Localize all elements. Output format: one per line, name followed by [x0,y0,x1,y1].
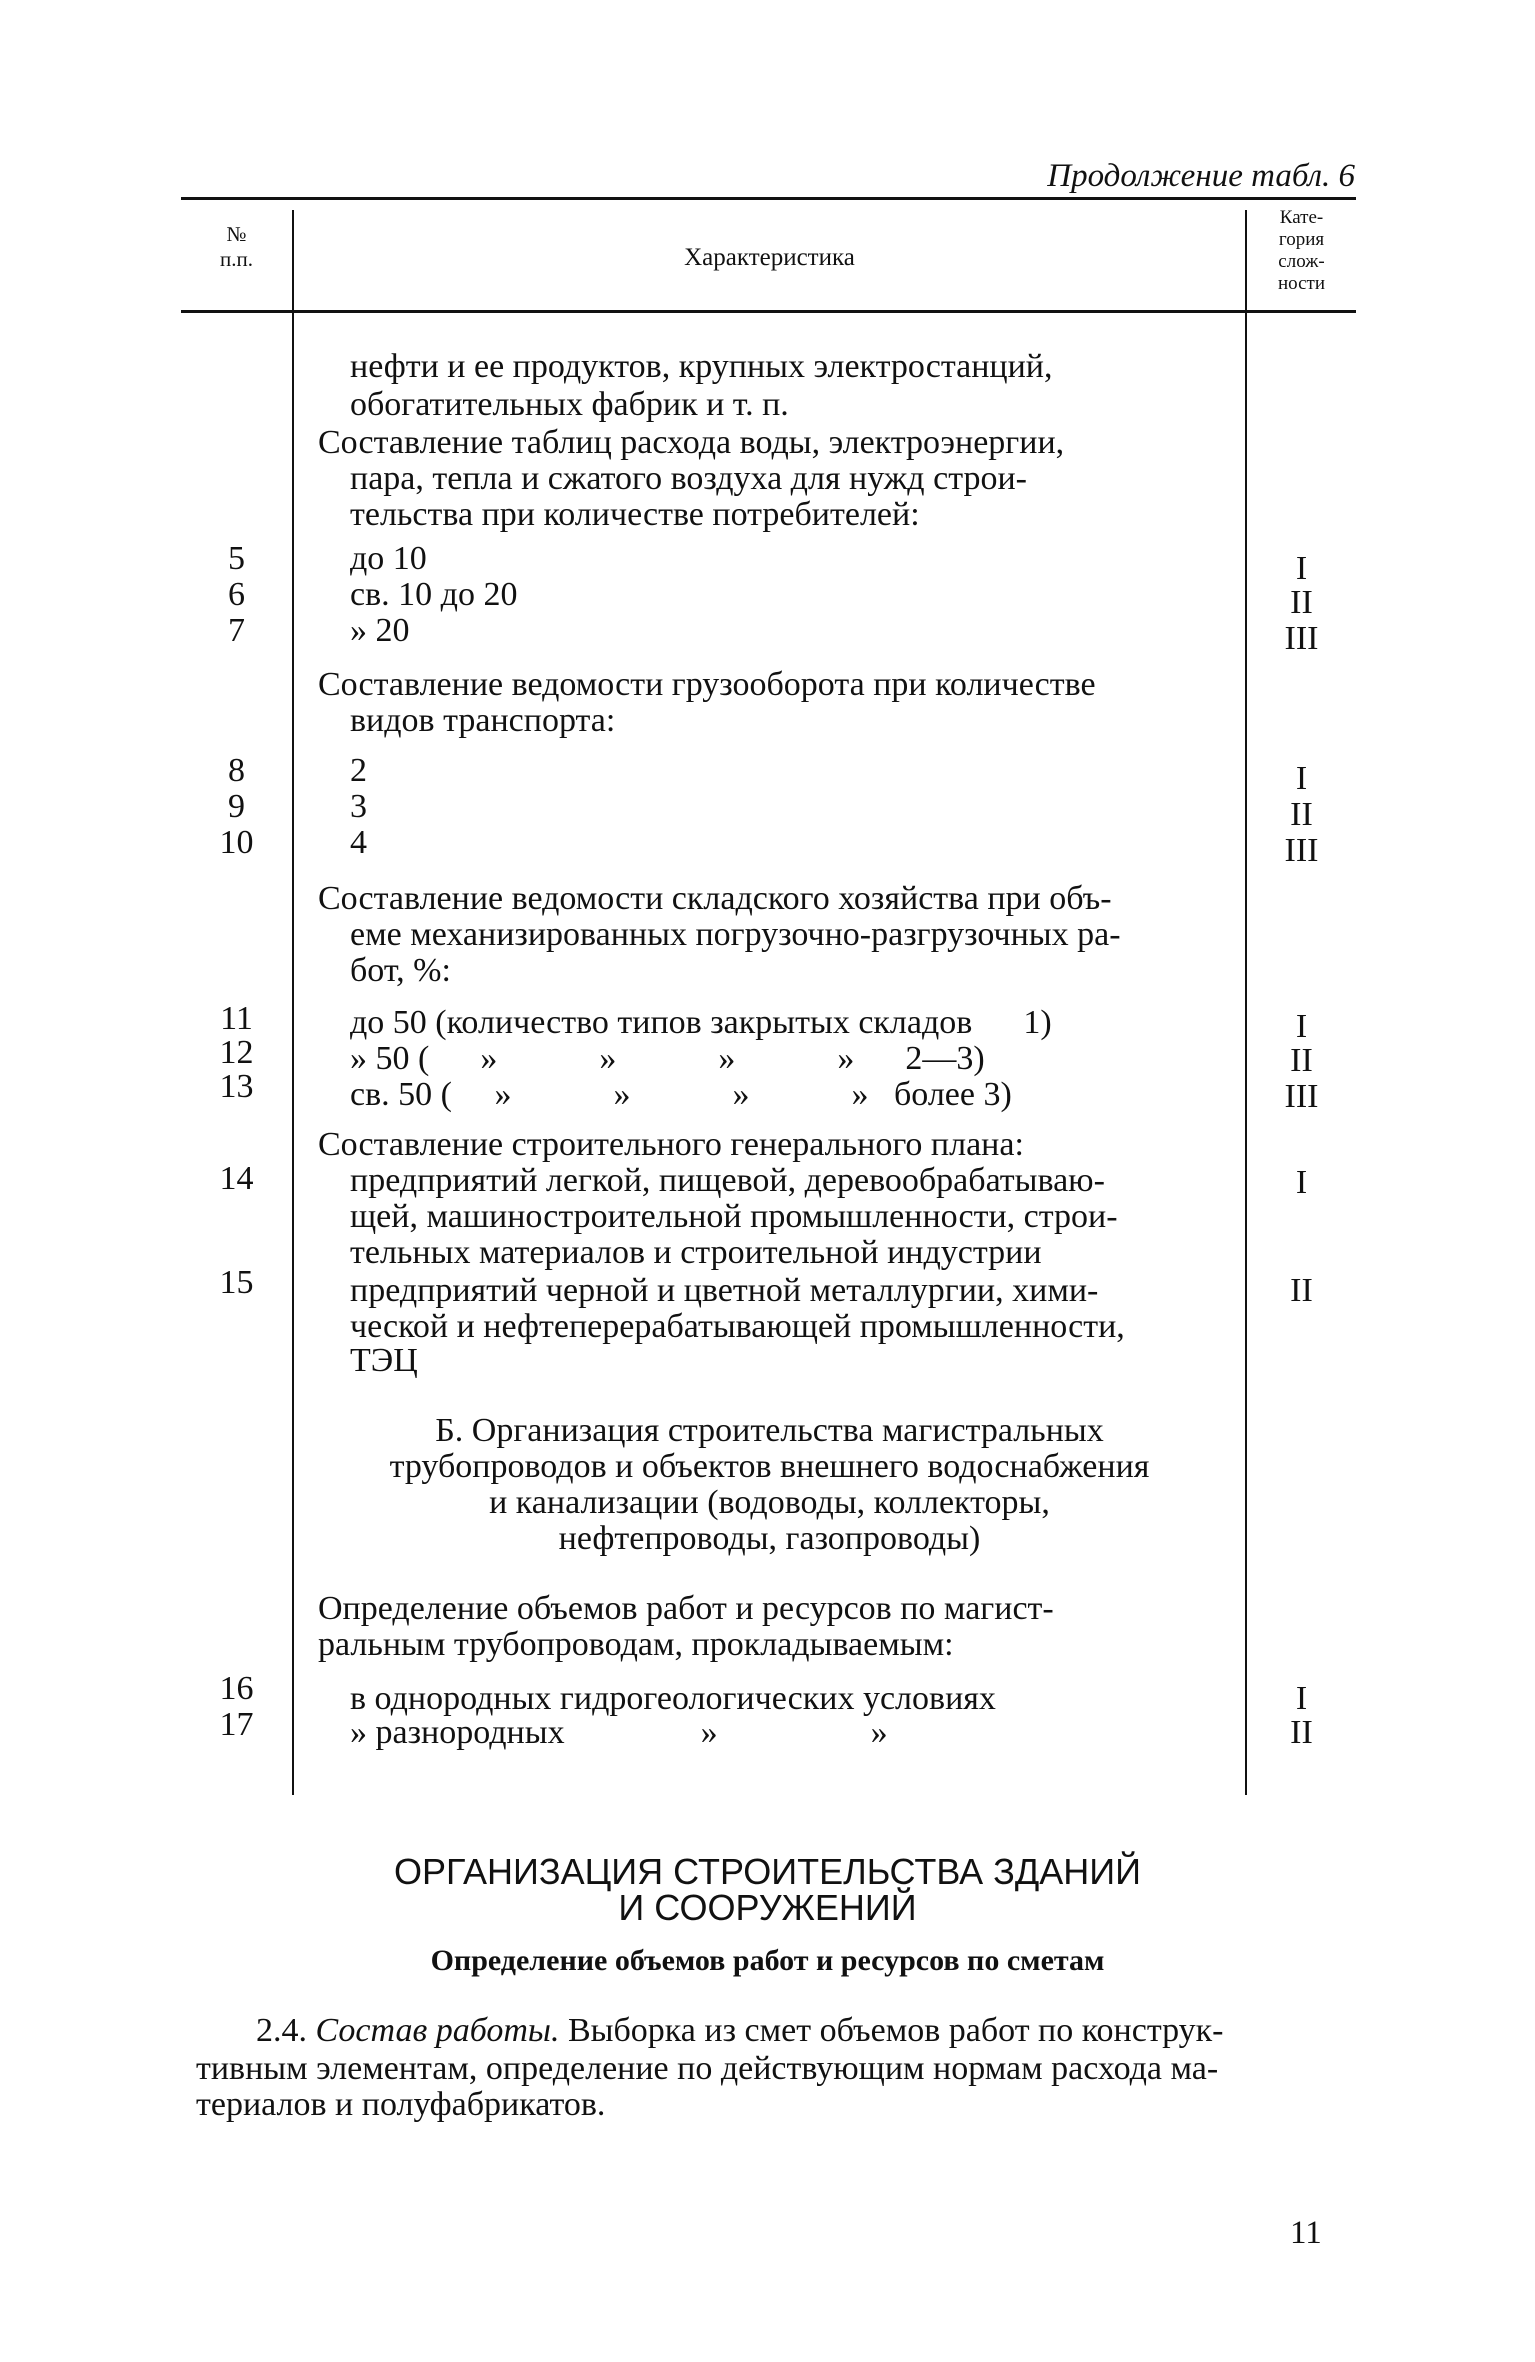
row-number: 8 [228,752,245,789]
section-b-heading: и канализации (водоводы, коллекторы, [489,1484,1050,1521]
row-number: 15 [219,1264,254,1301]
section-b-heading: Б. Организация строительства магистральных [435,1412,1104,1449]
row-number: 5 [228,540,245,577]
row-number: 12 [219,1034,254,1071]
table-top-rule [181,197,1356,200]
row-number: 16 [219,1670,254,1707]
row-text: до 50 (количество типов закрытых складов 1) [350,1004,1052,1041]
group-heading-genplan: Составление строительного генерального плана: [318,1126,1024,1163]
row-text: предприятий черной и цветной металлургии, хими- [350,1272,1099,1309]
header-category-line: гория [1278,229,1325,250]
row-category: I [1295,760,1308,797]
row-text: предприятий легкой, пищевой, деревообрабатываю- [350,1162,1105,1199]
group-heading-cargo: Составление ведомости грузооборота при количестве [318,666,1096,703]
section-b-heading: трубопроводов и объектов внешнего водоснабжения [389,1448,1150,1485]
row-category: II [1290,1272,1313,1309]
paragraph-line [256,2012,1224,2050]
row-text: щей, машиностроительной промышленности, строи- [350,1198,1118,1235]
row-number: 11 [220,1000,253,1037]
table-column-divider-2 [1245,210,1247,1795]
row-text: » 50 ( » » » » 2—3) [350,1040,985,1077]
row-text: » 20 [350,612,410,649]
section-subtitle: Определение объемов работ и ресурсов по сметам [430,1944,1105,1977]
group-heading-water: тельства при количестве потребителей: [350,496,920,533]
row-category: I [1295,550,1308,587]
section-b-heading: нефтепроводы, газопроводы) [558,1520,981,1557]
group-heading-cargo: видов транспорта: [350,702,616,739]
group-heading-water: пара, тепла и сжатого воздуха для нужд строи- [350,460,1027,497]
row-text: ческой и нефтеперерабатывающей промышленности, [350,1308,1125,1345]
group-heading-pipelines: Определение объемов работ и ресурсов по магист- [318,1590,1054,1627]
group-heading-pipelines: ральным трубопроводам, прокладываемым: [318,1626,954,1663]
section-heading: И СООРУЖЕНИЙ [618,1887,917,1928]
row-category: III [1284,832,1319,869]
row-text: в однородных гидрогеологических условиях [350,1680,996,1717]
table-header-rule [181,310,1356,313]
row-category: II [1290,584,1313,621]
group-heading-storage: бот, %: [350,952,451,989]
page-number: 11 [1290,2215,1322,2251]
row-text: 3 [350,788,367,825]
row-number: 9 [228,788,245,825]
row-text: ТЭЦ [350,1342,418,1379]
paragraph-rest: Выборка из смет объемов работ по конструк- [559,2012,1224,2049]
header-number [181,222,292,272]
row-text: до 10 [350,540,427,577]
header-category-line: Кате- [1279,207,1324,228]
section-heading: ОРГАНИЗАЦИЯ СТРОИТЕЛЬСТВА ЗДАНИЙ [393,1851,1142,1892]
header-number-abbr: п.п. [220,247,253,271]
intro-line: нефти и ее продуктов, крупных электростанций, [350,348,1053,385]
intro-line: обогатительных фабрик и т. п. [350,386,789,423]
row-number: 6 [228,576,245,613]
table-caption: Продолжение табл. 6 [1047,158,1355,194]
paragraph-line: териалов и полуфабрикатов. [196,2086,606,2123]
row-text: св. 50 ( » » » » более 3) [350,1076,1012,1113]
group-heading-storage: еме механизированных погрузочно-разгрузочных ра- [350,916,1121,953]
header-category-line: слож- [1278,251,1325,272]
header-category [1247,207,1356,295]
row-category: III [1284,1078,1319,1115]
paragraph-line: тивным элементам, определение по действующим нормам расхода ма- [196,2050,1219,2087]
header-characteristic: Характеристика [684,244,855,271]
paragraph-number: 2.4. [256,2012,307,2049]
row-category: I [1295,1164,1308,1201]
paragraph-italic-lead: Состав работы. [315,2012,560,2049]
header-number-sign: № [226,222,247,246]
row-text: 4 [350,824,367,861]
row-text: 2 [350,752,367,789]
header-category-line: ности [1277,273,1326,294]
group-heading-storage: Составление ведомости складского хозяйства при объ- [318,880,1112,917]
row-number: 13 [219,1068,254,1105]
row-category: II [1290,796,1313,833]
row-text: » разнородных » » [350,1714,888,1751]
row-text: тельных материалов и строительной индустрии [350,1234,1042,1271]
row-number: 7 [228,612,245,649]
group-heading-water: Составление таблиц расхода воды, электроэнергии, [318,424,1065,461]
row-category: II [1290,1042,1313,1079]
row-text: св. 10 до 20 [350,576,518,613]
row-category: I [1295,1008,1308,1045]
row-category: I [1295,1680,1308,1717]
row-category: II [1290,1714,1313,1751]
row-category: III [1284,620,1319,657]
row-number: 14 [219,1160,254,1197]
row-number: 17 [219,1706,254,1743]
row-number: 10 [219,824,254,861]
